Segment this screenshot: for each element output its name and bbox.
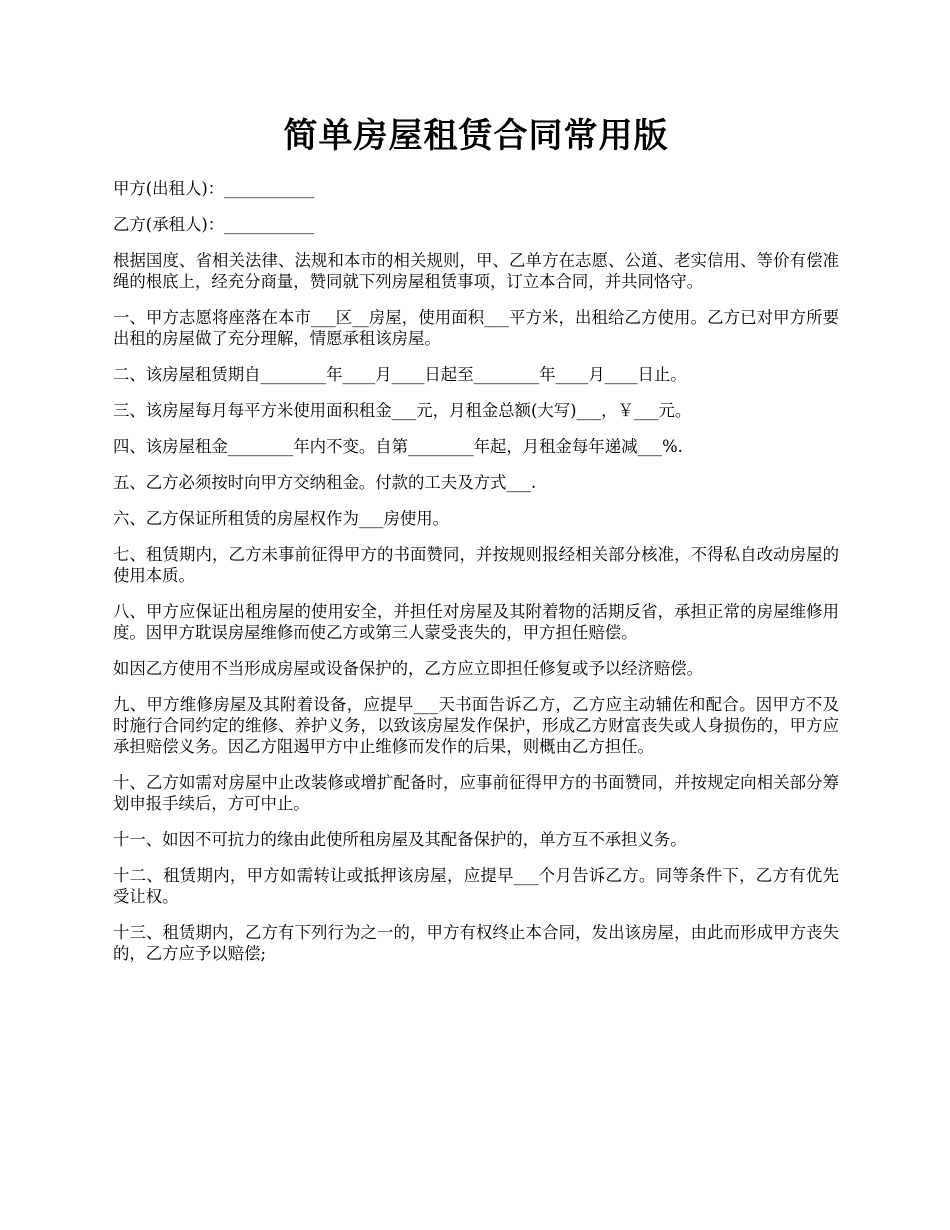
clause-11: 十一、如因不可抗力的缘由此使所租房屋及其配备保护的，单方互不承担义务。 xyxy=(113,830,687,849)
clause-8: 八、甲方应保证出租房屋的使用安全，并担任对房屋及其附着物的活期反省，承担正常的房屋维修用度。因甲方耽误房屋维修而使乙方或第三人蒙受丧失的，甲方担任赔偿。 xyxy=(113,602,839,642)
document-body xyxy=(113,178,839,964)
clause-3: 三、该房屋每月每平方米使用面积租金___元，月租金总额(大写)___，￥___元。 xyxy=(113,401,692,420)
clause-9: 九、甲方维修房屋及其附着设备，应提早___天书面告诉乙方，乙方应主动辅佐和配合。因甲方不及时施行合同约定的维修、养护义务，以致该房屋发作保护，形成乙方财富丧失或人身损伤的，甲方应承担赔偿义务。因乙方阻遏甲方中止维修而发作的后果，则概由乙方担任。 xyxy=(113,695,839,756)
preamble-paragraph: 根据国度、省相关法律、法规和本市的相关规则，甲、乙单方在志愿、公道、老实信用、等价有偿准绳的根底上，经充分商量，赞同就下列房屋租赁事项，订立本合同，并共同恪守。 xyxy=(113,251,839,291)
clause-8-supplement: 如因乙方使用不当形成房屋或设备保护的，乙方应立即担任修复或予以经济赔偿。 xyxy=(113,659,704,678)
clause-5: 五、乙方必须按时向甲方交纳租金。付款的工夫及方式___. xyxy=(113,473,537,492)
clause-7: 七、租赁期内，乙方未事前征得甲方的书面赞同，并按规则报经相关部分核准，不得私自改动房屋的使用本质。 xyxy=(113,545,839,585)
document-page xyxy=(113,0,839,979)
party-a-line: 甲方(出租人)：___________ xyxy=(113,179,315,198)
document-title: 简单房屋租赁合同常用版 xyxy=(283,116,669,156)
clause-2: 二、该房屋租赁期自________年____月____日起至________年____月____日止。 xyxy=(113,365,687,384)
clause-10: 十、乙方如需对房屋中止改装修或增扩配备时，应事前征得甲方的书面赞同，并按规定向相关部分筹划申报手续后，方可中止。 xyxy=(113,773,839,813)
clause-6: 六、乙方保证所租赁的房屋权作为___房使用。 xyxy=(113,509,450,528)
clause-1: 一、甲方志愿将座落在本市___区__房屋，使用面积___平方米，出租给乙方使用。乙方已对甲方所要出租的房屋做了充分理解，情愿承租该房屋。 xyxy=(113,308,839,348)
party-b-line: 乙方(承租人)：___________ xyxy=(113,215,315,234)
clause-4: 四、该房屋租金________年内不变。自第________年起，月租金每年递减___%. xyxy=(113,437,683,456)
clause-13: 十三、租赁期内，乙方有下列行为之一的，甲方有权终止本合同，发出该房屋，由此而形成甲方丧失的，乙方应予以赔偿; xyxy=(113,923,839,963)
clause-12: 十二、租赁期内，甲方如需转让或抵押该房屋，应提早___个月告诉乙方。同等条件下，乙方有优先受让权。 xyxy=(113,866,839,906)
